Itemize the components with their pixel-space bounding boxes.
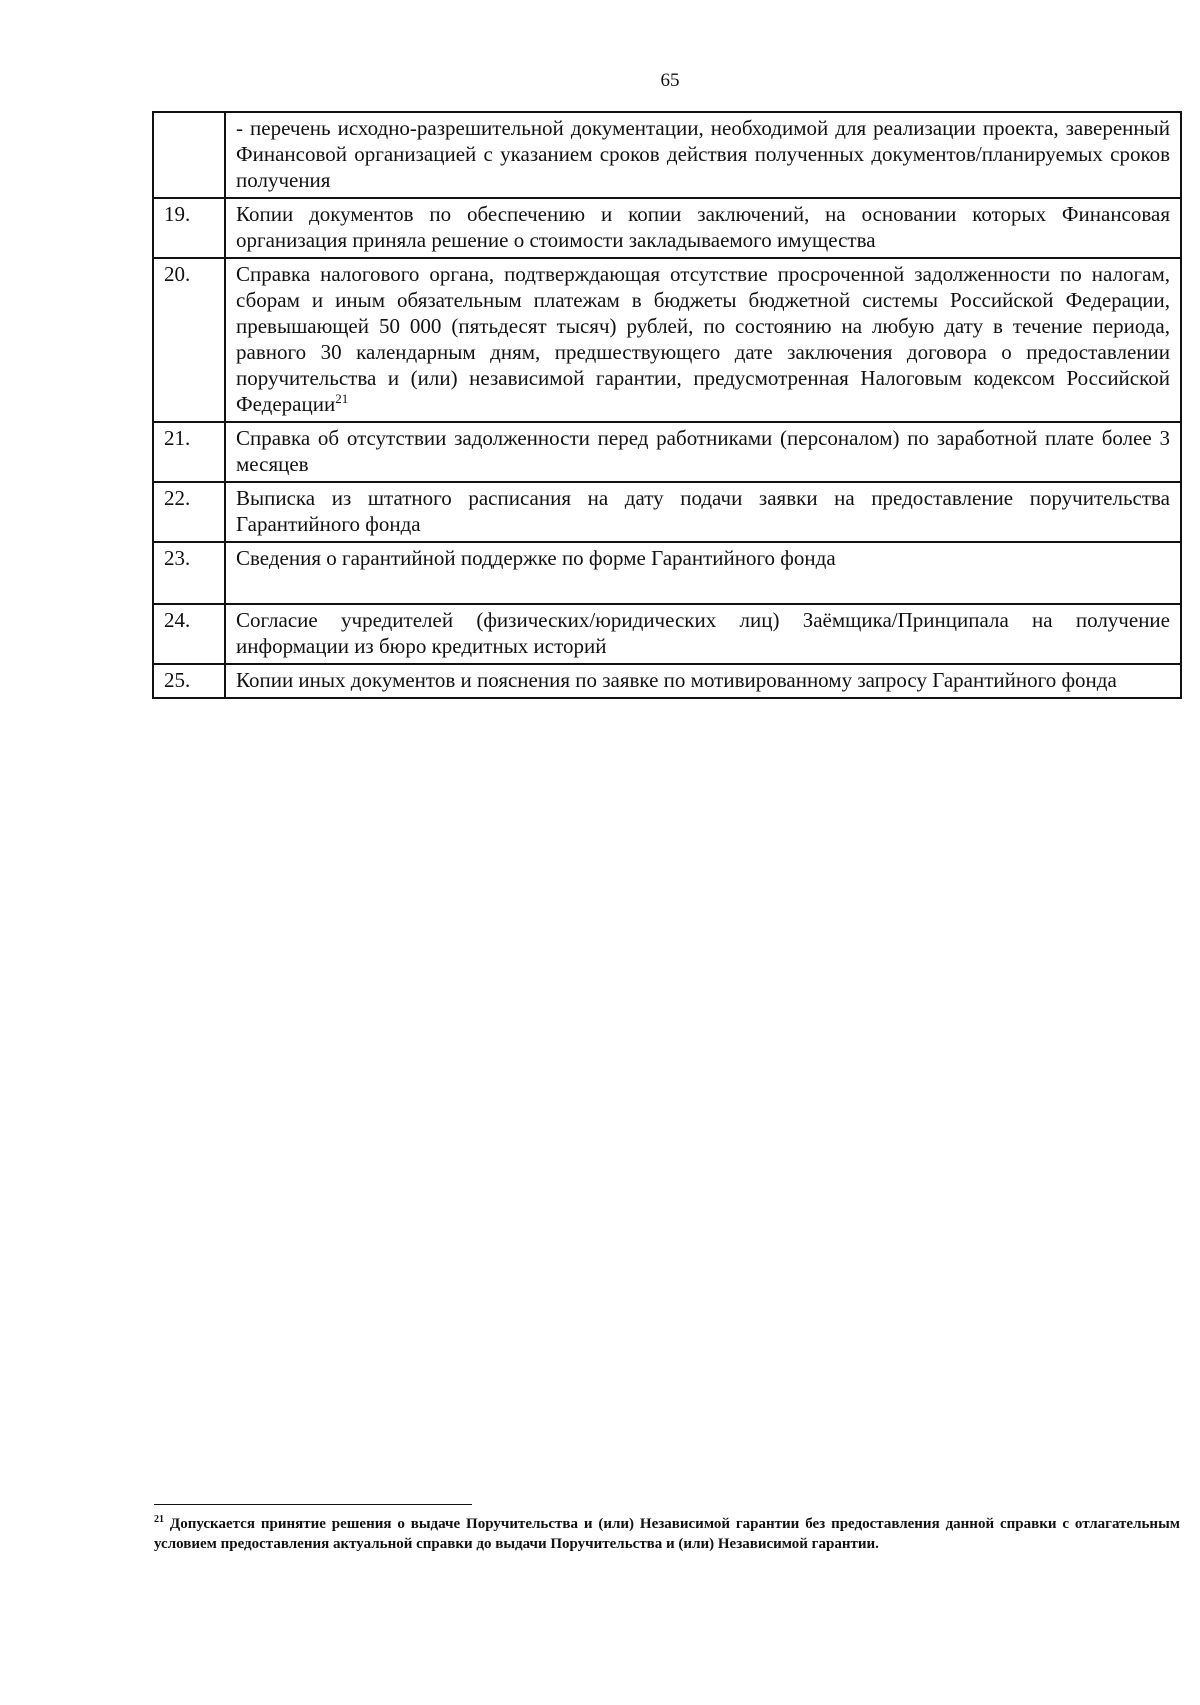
row-text	[225, 482, 1181, 542]
page-number: 65	[660, 70, 680, 91]
row-text-content: Копии документов по обеспечению и копии заключений, на основании которых Финансовая организация приняла решение о стоимости закладываемого имущества	[236, 202, 1170, 252]
row-number: 20.	[153, 258, 225, 422]
table-row	[153, 258, 1181, 422]
row-number	[153, 112, 225, 198]
row-text	[225, 422, 1181, 482]
row-text	[225, 258, 1181, 422]
row-text-content: Справка об отсутствии задолженности перед работниками (персоналом) по заработной плате более 3 месяцев	[236, 426, 1170, 476]
row-text	[225, 112, 1181, 198]
row-number: 25.	[153, 664, 225, 698]
table-row	[153, 542, 1181, 604]
table-row	[153, 664, 1181, 698]
table-row	[153, 604, 1181, 664]
table-row	[153, 422, 1181, 482]
row-number: 23.	[153, 542, 225, 604]
row-number: 24.	[153, 604, 225, 664]
table-row	[153, 198, 1181, 258]
row-text-content: Справка налогового органа, подтверждающая отсутствие просроченной задолженности по налогам, сборам и иным обязательным платежам в бюджеты бюджетной системы Российской Федерации, превышающей 50 000 (пятьдесят тысяч) рублей, по состоянию на любую дату в течение периода, равного 30 календарным дням, предшествующего дате заключения договора о предоставлении поручительства и (или) независимой гарантии, предусмотренная Налоговым кодексом Российской Федерации	[236, 262, 1170, 416]
row-text	[225, 664, 1181, 698]
row-text	[225, 604, 1181, 664]
row-text	[225, 198, 1181, 258]
row-text-content: Копии иных документов и пояснения по заявке по мотивированному запросу Гарантийного фонда	[236, 668, 1117, 692]
row-text	[225, 542, 1181, 604]
footnote	[154, 1514, 1180, 1554]
row-number: 22.	[153, 482, 225, 542]
documents-table	[152, 111, 1182, 699]
footnote-separator	[154, 1504, 472, 1505]
footnote-marker: 21	[154, 1514, 164, 1525]
row-text-content: - перечень исходно-разрешительной документации, необходимой для реализации проекта, заверенный Финансовой организацией с указанием сроков действия полученных документов/планируемых сроков получения	[236, 116, 1170, 192]
row-text-content: Выписка из штатного расписания на дату подачи заявки на предоставление поручительства Гарантийного фонда	[236, 486, 1170, 536]
row-number: 21.	[153, 422, 225, 482]
table-row	[153, 482, 1181, 542]
table-row	[153, 112, 1181, 198]
footnote-reference[interactable]: 21	[335, 391, 349, 406]
row-text-content: Сведения о гарантийной поддержке по форме Гарантийного фонда	[236, 546, 836, 570]
row-number: 19.	[153, 198, 225, 258]
footnote-text: Допускается принятие решения о выдаче Поручительства и (или) Независимой гарантии без предоставления данной справки с отлагательным условием предоставления актуальной справки до выдачи Поручительства и (или) Независимой гарантии.	[154, 1516, 1180, 1552]
row-text-content: Согласие учредителей (физических/юридических лиц) Заёмщика/Принципала на получение информации из бюро кредитных историй	[236, 608, 1170, 658]
